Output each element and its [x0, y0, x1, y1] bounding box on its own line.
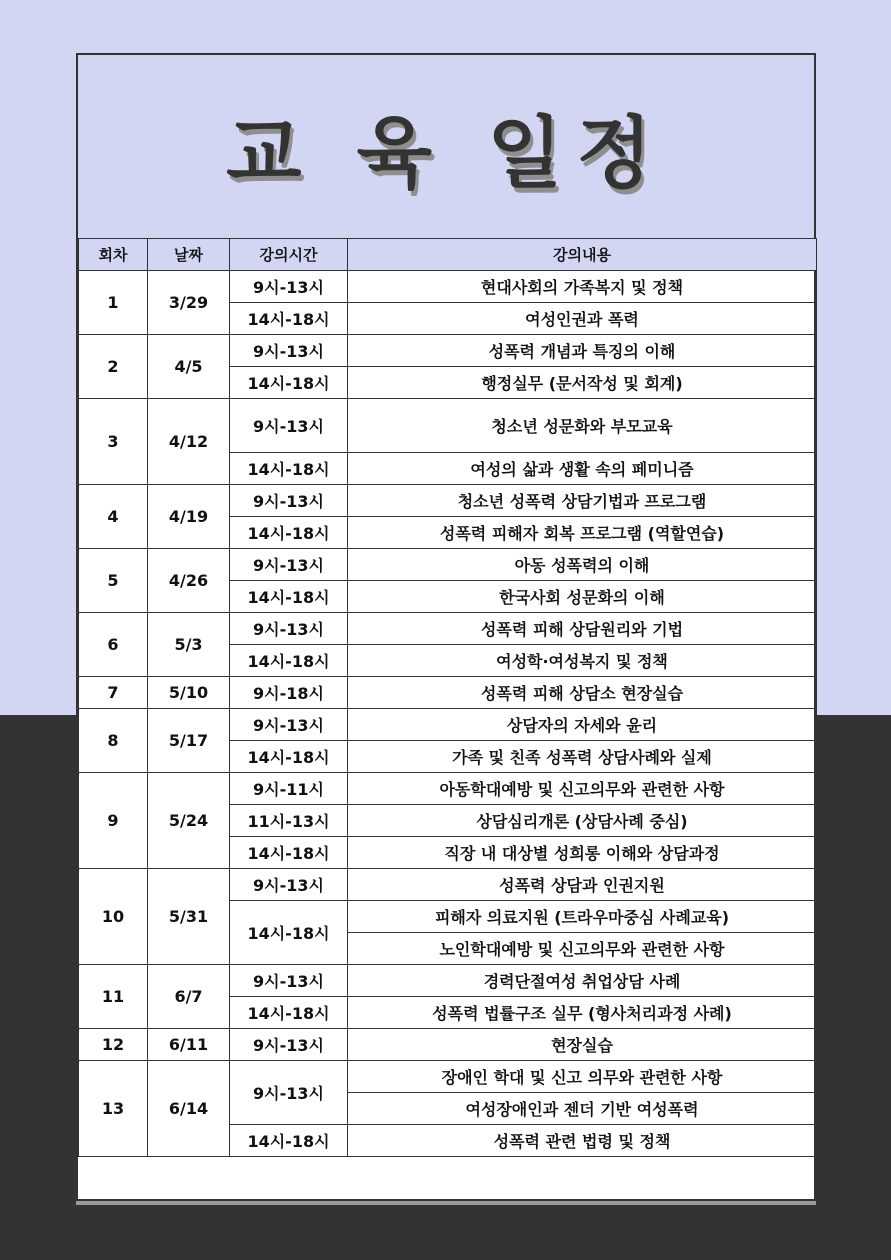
page-title: 교 육 일정: [226, 108, 666, 199]
content-cell: 성폭력 피해 상담원리와 기법: [348, 613, 817, 645]
content-cell: 아동학대예방 및 신고의무와 관련한 사항: [348, 773, 817, 805]
content-cell: 직장 내 대상별 성희롱 이해와 상담과정: [348, 837, 817, 869]
session-cell: 13: [79, 1061, 148, 1157]
time-cell: 14시-18시: [230, 517, 348, 549]
table-row: [79, 869, 817, 901]
session-cell: 1: [79, 271, 148, 335]
time-cell: 9시-13시: [230, 1029, 348, 1061]
time-cell: 14시-18시: [230, 453, 348, 485]
time-cell: 9시-13시: [230, 549, 348, 581]
time-cell: 14시-18시: [230, 303, 348, 335]
time-cell: 9시-13시: [230, 335, 348, 367]
table-row: [79, 965, 817, 997]
content-cell: 여성의 삶과 생활 속의 페미니즘: [348, 453, 817, 485]
table-row: [79, 773, 817, 805]
schedule-sheet: [76, 53, 816, 1201]
date-cell: 4/26: [148, 549, 230, 613]
content-cell: 청소년 성폭력 상담기법과 프로그램: [348, 485, 817, 517]
content-cell: 노인학대예방 및 신고의무와 관련한 사항: [348, 933, 817, 965]
content-cell: 성폭력 개념과 특징의 이해: [348, 335, 817, 367]
time-cell: 14시-18시: [230, 901, 348, 965]
time-cell: 14시-18시: [230, 645, 348, 677]
content-cell: 청소년 성문화와 부모교육: [348, 399, 817, 453]
time-cell: 14시-18시: [230, 837, 348, 869]
session-cell: 7: [79, 677, 148, 709]
session-cell: 9: [79, 773, 148, 869]
content-cell: 장애인 학대 및 신고 의무와 관련한 사항: [348, 1061, 817, 1093]
table-row: [79, 1061, 817, 1093]
date-cell: 5/24: [148, 773, 230, 869]
table-row: [79, 709, 817, 741]
content-cell: 성폭력 관련 법령 및 정책: [348, 1125, 817, 1157]
time-cell: 9시-13시: [230, 869, 348, 901]
session-cell: 3: [79, 399, 148, 485]
time-cell: 9시-13시: [230, 485, 348, 517]
table-row: [79, 1029, 817, 1061]
session-cell: 6: [79, 613, 148, 677]
title-banner: [78, 55, 814, 239]
date-cell: 5/17: [148, 709, 230, 773]
content-cell: 성폭력 피해 상담소 현장실습: [348, 677, 817, 709]
content-cell: 여성인권과 폭력: [348, 303, 817, 335]
date-cell: 4/19: [148, 485, 230, 549]
session-cell: 10: [79, 869, 148, 965]
time-cell: 11시-13시: [230, 805, 348, 837]
time-cell: 9시-18시: [230, 677, 348, 709]
session-cell: 11: [79, 965, 148, 1029]
content-cell: 현장실습: [348, 1029, 817, 1061]
content-cell: 가족 및 친족 성폭력 상담사례와 실제: [348, 741, 817, 773]
date-cell: 6/7: [148, 965, 230, 1029]
content-cell: 상담자의 자세와 윤리: [348, 709, 817, 741]
session-cell: 4: [79, 485, 148, 549]
content-cell: 성폭력 피해자 회복 프로그램 (역할연습): [348, 517, 817, 549]
header-content: 강의내용: [348, 239, 817, 271]
time-cell: 14시-18시: [230, 741, 348, 773]
date-cell: 6/11: [148, 1029, 230, 1061]
session-cell: 5: [79, 549, 148, 613]
table-row: [79, 677, 817, 709]
content-cell: 아동 성폭력의 이해: [348, 549, 817, 581]
content-cell: 한국사회 성문화의 이해: [348, 581, 817, 613]
time-cell: 9시-13시: [230, 399, 348, 453]
content-cell: 현대사회의 가족복지 및 정책: [348, 271, 817, 303]
date-cell: 4/12: [148, 399, 230, 485]
date-cell: 5/3: [148, 613, 230, 677]
time-cell: 9시-13시: [230, 271, 348, 303]
content-cell: 경력단절여성 취업상담 사례: [348, 965, 817, 997]
time-cell: 9시-11시: [230, 773, 348, 805]
time-cell: 14시-18시: [230, 997, 348, 1029]
table-row: [79, 335, 817, 367]
time-cell: 14시-18시: [230, 367, 348, 399]
date-cell: 5/10: [148, 677, 230, 709]
header-date: 날짜: [148, 239, 230, 271]
table-row: [79, 549, 817, 581]
content-cell: 피해자 의료지원 (트라우마중심 사례교육): [348, 901, 817, 933]
content-cell: 성폭력 상담과 인권지원: [348, 869, 817, 901]
date-cell: 6/14: [148, 1061, 230, 1157]
date-cell: 3/29: [148, 271, 230, 335]
time-cell: 9시-13시: [230, 965, 348, 997]
date-cell: 4/5: [148, 335, 230, 399]
time-cell: 9시-13시: [230, 709, 348, 741]
header-session: 회차: [79, 239, 148, 271]
session-cell: 2: [79, 335, 148, 399]
content-cell: 여성장애인과 젠더 기반 여성폭력: [348, 1093, 817, 1125]
table-row: [79, 271, 817, 303]
date-cell: 5/31: [148, 869, 230, 965]
header-time: 강의시간: [230, 239, 348, 271]
table-header-row: [79, 239, 817, 271]
content-cell: 행정실무 (문서작성 및 회계): [348, 367, 817, 399]
time-cell: 9시-13시: [230, 1061, 348, 1125]
content-cell: 상담심리개론 (상담사례 중심): [348, 805, 817, 837]
time-cell: 14시-18시: [230, 581, 348, 613]
time-cell: 9시-13시: [230, 613, 348, 645]
schedule-table: [78, 238, 817, 1157]
session-cell: 12: [79, 1029, 148, 1061]
content-cell: 여성학·여성복지 및 정책: [348, 645, 817, 677]
table-row: [79, 399, 817, 453]
table-row: [79, 485, 817, 517]
table-row: [79, 613, 817, 645]
session-cell: 8: [79, 709, 148, 773]
time-cell: 14시-18시: [230, 1125, 348, 1157]
content-cell: 성폭력 법률구조 실무 (형사처리과정 사례): [348, 997, 817, 1029]
